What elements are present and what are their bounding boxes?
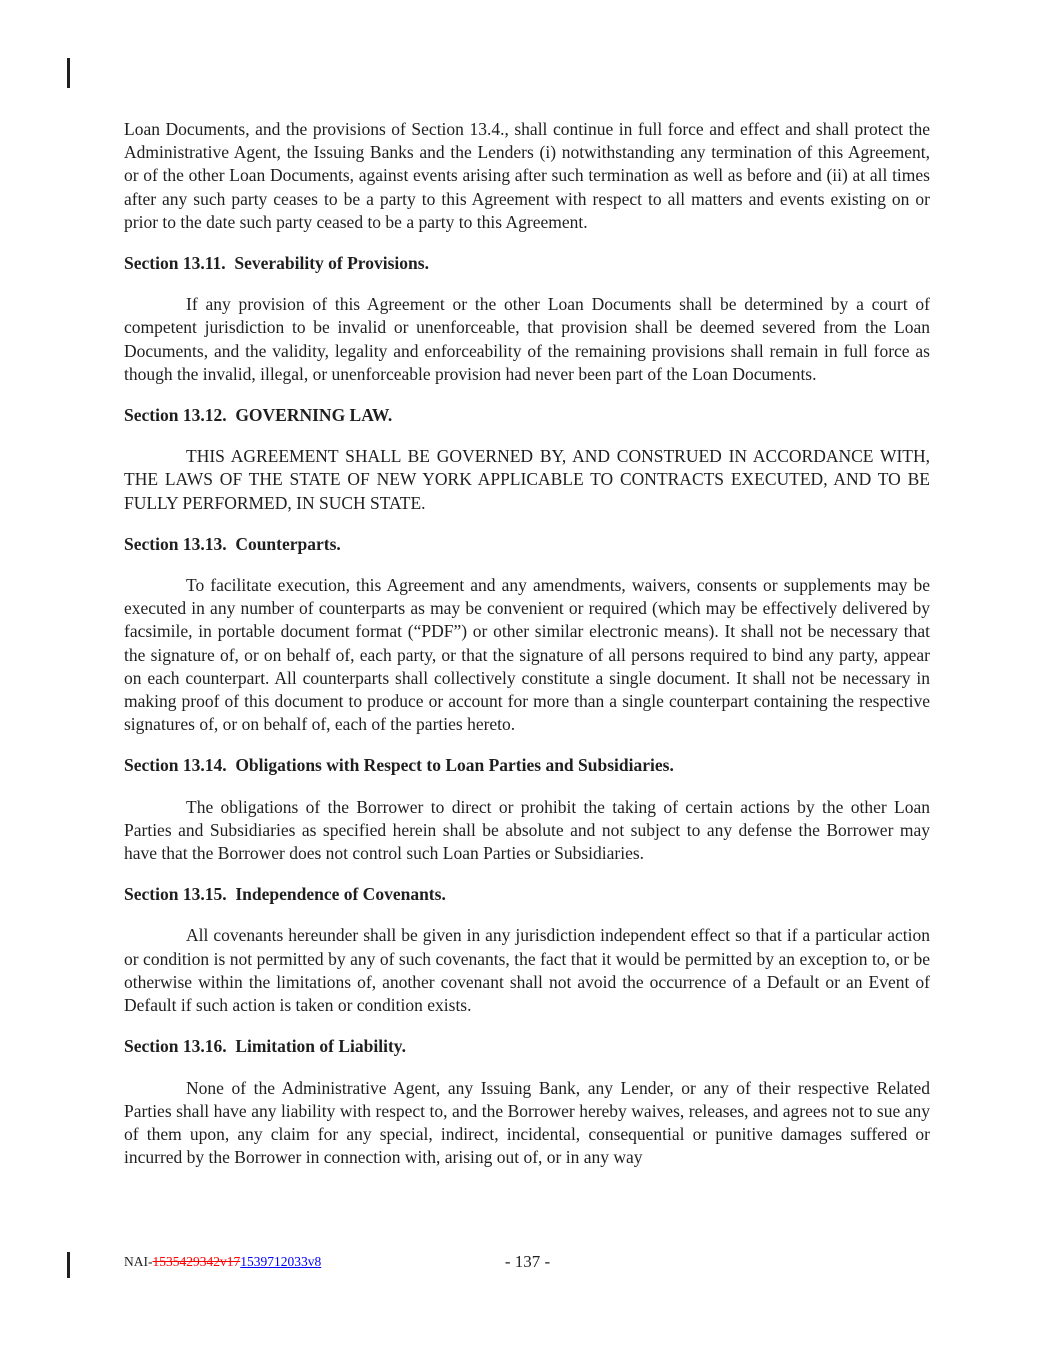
section-heading-13-16: Section 13.16. Limitation of Liability. bbox=[124, 1036, 406, 1057]
section-paragraph-13-14: The obligations of the Borrower to direct or prohibit the taking of certain actions by the other Loan Parties and Subsidiaries as specified herein shall be absolute and not subject to any defense the Borrower may have that the Borrower does not control such Loan Parties or Subsidiaries. bbox=[124, 796, 930, 864]
section-heading-13-12: Section 13.12. GOVERNING LAW. bbox=[124, 405, 393, 426]
page-number: - 137 - bbox=[504, 1252, 551, 1271]
page-footer bbox=[0, 1252, 1055, 1278]
document-id-deleted: 1535429342v17 bbox=[152, 1254, 241, 1269]
revision-change-bar-top bbox=[67, 58, 70, 88]
document-body bbox=[124, 0, 930, 1169]
continuation-paragraph: Loan Documents, and the provisions of Section 13.4., shall continue in full force and effect and shall protect the Administrative Agent, the Issuing Banks and the Lenders (i) notwithstanding any termination of this Agreement, or of the other Loan Documents, against events arising after such termination as well as before and (ii) at all times after any such party ceases to be a party to this Agreement with respect to all matters and events existing on or prior to the date such party ceased to be a party to this Agreement. bbox=[124, 119, 930, 232]
section-paragraph-13-11: If any provision of this Agreement or the other Loan Documents shall be determined by a court of competent jurisdiction to be invalid or unenforceable, that provision shall be deemed severed from the Loan Documents, and the validity, legality and enforceability of the remaining provisions shall remain in full force as though the invalid, illegal, or unenforceable provision had never been part of the Loan Documents. bbox=[124, 294, 930, 384]
document-id-prefix: NAI- bbox=[124, 1254, 153, 1269]
document-id-inserted: 1539712033v8 bbox=[240, 1254, 322, 1269]
section-heading-13-13: Section 13.13. Counterparts. bbox=[124, 533, 341, 554]
section-paragraph-13-15: All covenants hereunder shall be given in any jurisdiction independent effect so that if a particular action or condition is not permitted by any of such covenants, the fact that it would be permitted by an exception to, or be otherwise within the limitations of, another covenant shall not avoid the occurrence of a Default or an Event of Default if such action is taken or condition exists. bbox=[124, 925, 930, 1016]
section-heading-13-14: Section 13.14. Obligations with Respect to Loan Parties and Subsidiaries. bbox=[124, 755, 674, 776]
section-paragraph-13-12: THIS AGREEMENT SHALL BE GOVERNED BY, AND CONSTRUED IN ACCORDANCE WITH, THE LAWS OF THE STATE OF NEW YORK APPLICABLE TO CONTRACTS EXECUTED, AND TO BE FULLY PERFORMED, IN SUCH STATE. bbox=[124, 446, 930, 513]
section-paragraph-13-16: None of the Administrative Agent, any Issuing Bank, any Lender, or any of their respective Related Parties shall have any liability with respect to, and the Borrower hereby waives, releases, and agrees not to sue any of them upon, any claim for any special, indirect, incidental, consequential or punitive damages suffered or incurred by the Borrower in connection with, arising out of, or in any way bbox=[124, 1077, 930, 1168]
section-paragraph-13-13: To facilitate execution, this Agreement and any amendments, waivers, consents or supplements may be executed in any number of counterparts as may be convenient or required (which may be effectively delivered by facsimile, in portable document format (“PDF”) or other similar electronic means). It shall not be necessary that the signature of, or on behalf of, each party, or that the signature of all persons required to bind any party, appear on each counterpart. All counterparts shall collectively constitute a single document. It shall not be necessary in making proof of this document to produce or account for more than a single counterpart containing the respective signatures of, or on behalf of, each of the parties hereto. bbox=[124, 575, 930, 735]
section-heading-13-11: Section 13.11. Severability of Provisions. bbox=[124, 253, 429, 274]
section-heading-13-15: Section 13.15. Independence of Covenants. bbox=[124, 884, 446, 905]
